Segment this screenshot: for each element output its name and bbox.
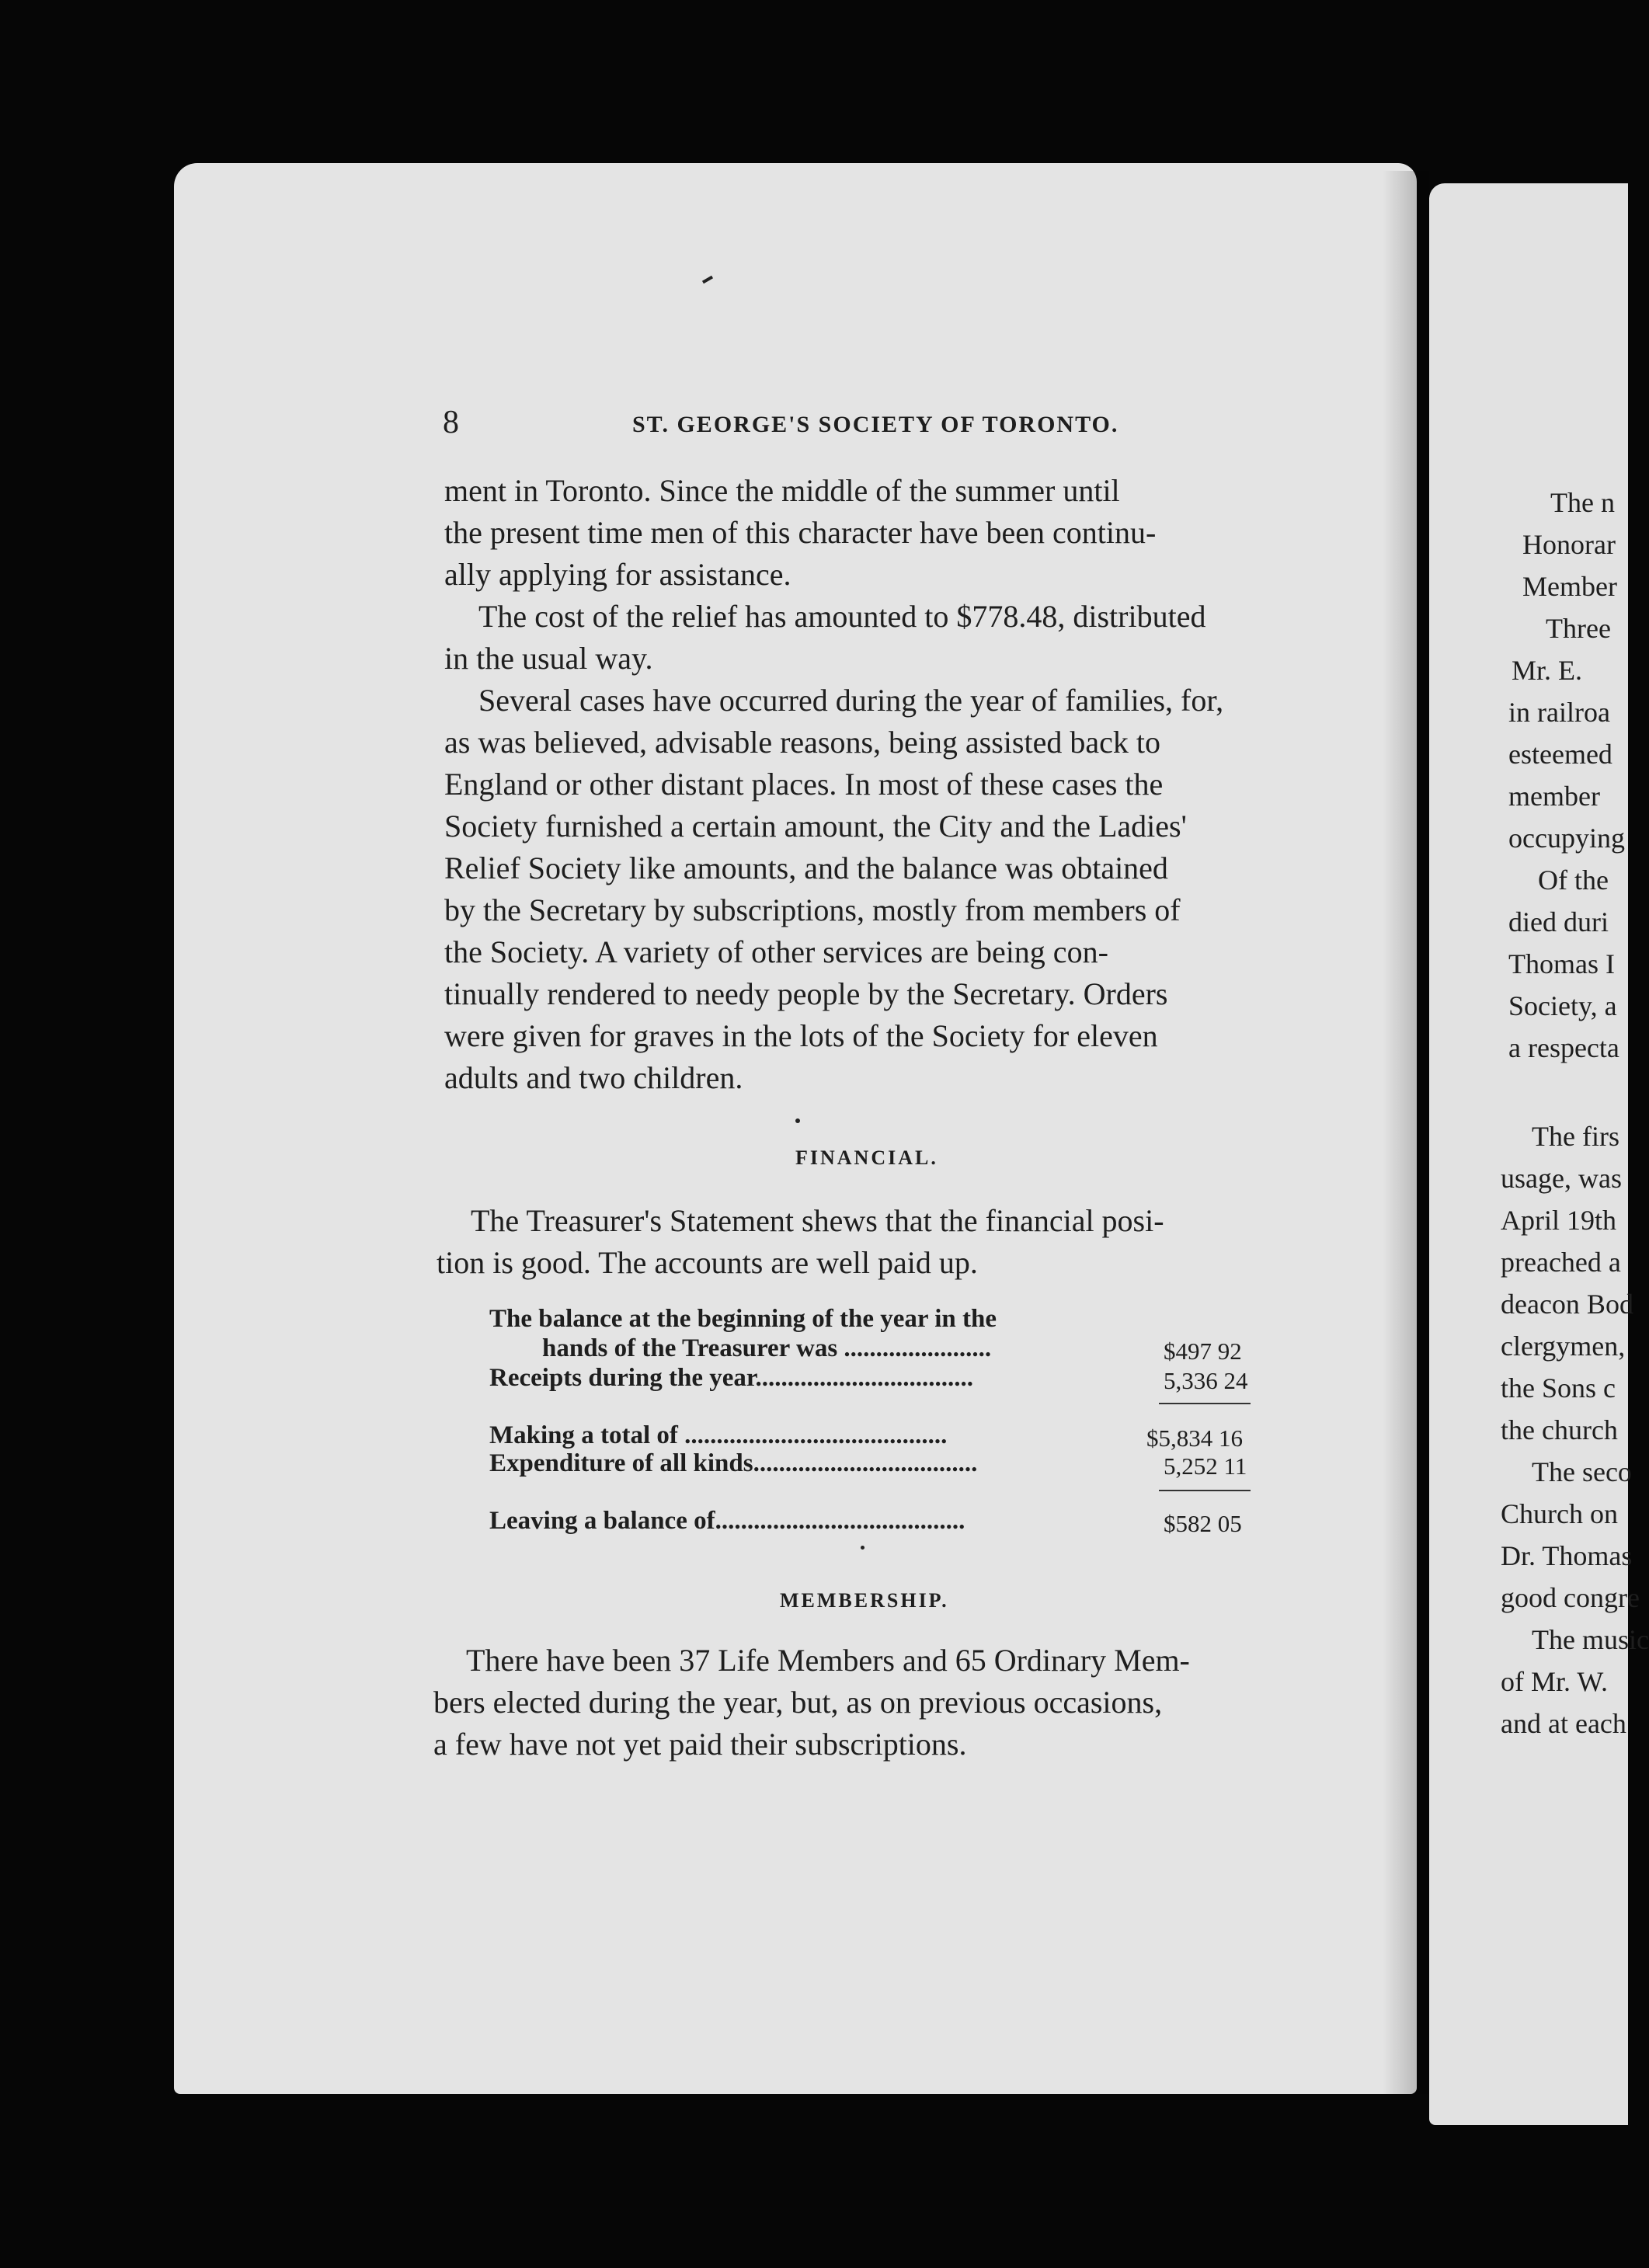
text-line: good congre (1501, 1582, 1640, 1613)
text-line: Of the (1538, 864, 1609, 896)
text-line: The music (1532, 1624, 1649, 1655)
text-line: by the Secretary by subscriptions, mostly from members of (444, 892, 1181, 927)
text-line: the Society. A variety of other services are being con- (444, 934, 1108, 969)
ink-mark (702, 276, 713, 284)
text-line: England or other distant places. In most of these cases the (444, 767, 1164, 802)
text-line: The n (1550, 487, 1615, 518)
text-line: preached a (1501, 1247, 1621, 1278)
text-line: occupying (1508, 823, 1625, 854)
text-line: in the usual way. (444, 641, 653, 676)
text-line: Thomas I (1508, 948, 1615, 979)
statement-amount: $497 92 (1164, 1337, 1242, 1365)
statement-label: The balance at the beginning of the year in the (489, 1305, 997, 1333)
text-line: The cost of the relief has amounted to $778.48, distributed (478, 599, 1206, 634)
text-line: ment in Toronto. Since the middle of the summer until (444, 473, 1120, 508)
statement-amount: 5,336 24 (1164, 1367, 1248, 1394)
sum-rule (1159, 1490, 1251, 1491)
text-line: The firs (1532, 1121, 1619, 1152)
text-line: Relief Society like amounts, and the balance was obtained (444, 850, 1168, 885)
text-line: The seco (1532, 1456, 1632, 1487)
text-line: as was believed, advisable reasons, being assisted back to (444, 725, 1160, 760)
text-line: bers elected during the year, but, as on previous occasions, (433, 1685, 1163, 1720)
text-line: a few have not yet paid their subscriptions. (433, 1727, 967, 1762)
text-line: Honorar (1522, 529, 1616, 560)
text-line: member (1508, 781, 1600, 812)
text-line: in railroa (1508, 697, 1610, 728)
right-page-edge (1429, 183, 1649, 2125)
text-line: and at each (1501, 1708, 1626, 1739)
statement-label: hands of the Treasurer was ....................... (542, 1334, 992, 1362)
text-line: were given for graves in the lots of the Society for eleven (444, 1018, 1158, 1053)
text-line: Several cases have occurred during the year of families, for, (478, 683, 1224, 718)
text-line: died duri (1508, 906, 1609, 937)
text-line: Dr. Thomas (1501, 1540, 1633, 1571)
page-number: 8 (443, 405, 459, 440)
ink-speck (795, 1118, 800, 1123)
text-line: Member (1522, 571, 1617, 602)
text-line: Society furnished a certain amount, the City and the Ladies' (444, 809, 1187, 844)
statement-amount: $5,834 16 (1146, 1424, 1243, 1452)
text-line: Church on (1501, 1498, 1618, 1529)
left-page (174, 163, 1417, 2094)
text-line: the present time men of this character have been continu- (444, 515, 1157, 550)
text-line: deacon Bod (1501, 1289, 1633, 1320)
ink-speck (861, 1546, 865, 1550)
text-line: tinually rendered to needy people by the Secretary. Orders (444, 976, 1168, 1011)
text-line: clergymen, (1501, 1331, 1626, 1362)
text-line: usage, was (1501, 1163, 1622, 1194)
statement-label: Receipts during the year.................................. (489, 1364, 974, 1392)
text-line: ally applying for assistance. (444, 557, 791, 592)
running-header: ST. GEORGE'S SOCIETY OF TORONTO. (632, 412, 1119, 437)
text-line: a respecta (1508, 1032, 1619, 1063)
text-line: esteemed (1508, 739, 1612, 770)
statement-amount: $582 05 (1164, 1510, 1242, 1537)
text-line: Three (1546, 613, 1611, 644)
statement-label: Expenditure of all kinds................................... (489, 1449, 978, 1477)
statement-label: Leaving a balance of....................................... (489, 1507, 965, 1535)
text-line: The Treasurer's Statement shews that the financial posi- (471, 1203, 1164, 1238)
text-line: the church (1501, 1414, 1618, 1445)
text-line: of Mr. W. (1501, 1666, 1609, 1697)
text-line: Society, a (1508, 990, 1617, 1021)
text-line: adults and two children. (444, 1060, 743, 1095)
statement-amount: 5,252 11 (1164, 1452, 1247, 1480)
statement-label: Making a total of ......................................... (489, 1421, 948, 1449)
text-line: Mr. E. (1512, 655, 1583, 686)
text-line: the Sons c (1501, 1372, 1616, 1404)
page-gutter-shadow (1383, 171, 1429, 2094)
section-heading-membership: MEMBERSHIP. (780, 1589, 949, 1612)
text-line: tion is good. The accounts are well paid up. (437, 1245, 978, 1280)
section-heading-financial: FINANCIAL. (795, 1146, 938, 1169)
sum-rule (1159, 1403, 1251, 1404)
text-line: April 19th (1501, 1205, 1616, 1236)
text-line: There have been 37 Life Members and 65 Ordinary Mem- (466, 1643, 1190, 1678)
